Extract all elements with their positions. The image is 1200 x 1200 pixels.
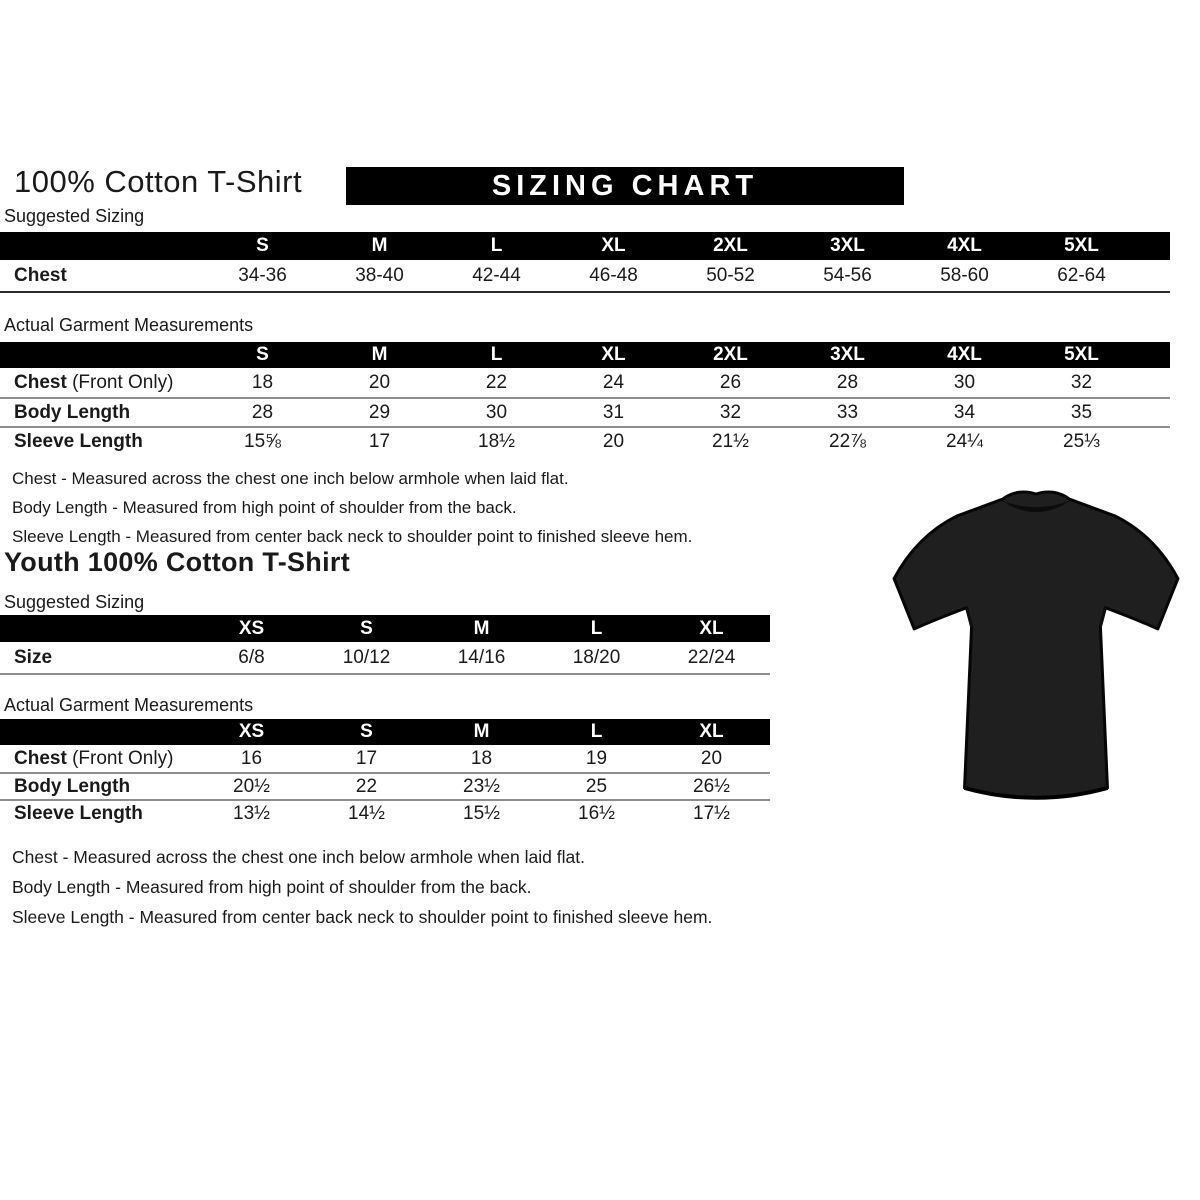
table-cell: 17½ [693, 802, 730, 824]
table-cell: 35 [1070, 401, 1093, 423]
table-header-row [0, 232, 1170, 260]
table-cell: 10/12 [342, 646, 391, 668]
table-header-cell: L [590, 617, 603, 639]
adult-suggested-sizing-label: Suggested Sizing [4, 206, 145, 226]
table-cell: 18 [251, 371, 274, 393]
table-cell: 32 [719, 401, 742, 423]
table-cell: 20 [602, 430, 625, 452]
table-header-cell: L [490, 344, 503, 365]
table-cell: 17 [355, 747, 378, 769]
table-cell: 18 [470, 747, 493, 769]
table-cell: 42-44 [472, 264, 521, 286]
table-cell: 28 [836, 371, 859, 393]
table-cell: 25 [585, 775, 608, 797]
table-header-cell: 3XL [830, 344, 865, 365]
table-cell: 20½ [233, 775, 270, 797]
table-cell: 62-64 [1057, 264, 1106, 286]
table-row-sleeve-length [0, 426, 1170, 455]
table-cell: 18/20 [572, 646, 621, 668]
table-header-cell: S [360, 721, 373, 742]
table-header-row [0, 719, 770, 745]
table-header-cell: XL [699, 617, 724, 639]
table-cell: 34 [953, 401, 976, 423]
table-header-cell: XS [238, 617, 265, 639]
table-header-cell: 2XL [713, 235, 748, 256]
table-cell: 22⅞ [829, 430, 866, 452]
table-cell: 21½ [712, 430, 749, 452]
table-row-body-length [0, 772, 770, 799]
page-title: 100% Cotton T-Shirt [14, 164, 303, 199]
youth-suggested-sizing-label: Suggested Sizing [4, 592, 145, 612]
table-cell: 29 [368, 401, 391, 423]
table-cell: 30 [485, 401, 508, 423]
table-cell: 22 [485, 371, 508, 393]
note-line: Chest - Measured across the chest one inch below armhole when laid flat. [12, 469, 569, 488]
table-cell: 26 [719, 371, 742, 393]
table-cell: 15½ [463, 802, 500, 824]
table-header-cell: M [371, 344, 388, 365]
table-row-sleeve-length [0, 799, 770, 826]
adult-actual-measurements-label: Actual Garment Measurements [4, 315, 254, 335]
table-header-cell: L [590, 721, 603, 742]
youth-suggested-sizing-table [0, 615, 770, 675]
table-header-row [0, 342, 1170, 368]
table-cell: 15⅝ [244, 430, 281, 452]
table-cell: 34-36 [238, 264, 287, 286]
table-cell: 31 [602, 401, 625, 423]
table-header-cell: XS [238, 721, 265, 742]
note-line: Sleeve Length - Measured from center back neck to shoulder point to finished sleeve hem. [12, 907, 713, 927]
tshirt-image [880, 474, 1192, 814]
note-line: Chest - Measured across the chest one inch below armhole when laid flat. [12, 847, 585, 867]
table-header-cell: 4XL [947, 235, 982, 256]
table-header-cell: 2XL [713, 344, 748, 365]
table-header-cell: XL [699, 721, 724, 742]
table-header-cell: M [473, 721, 490, 742]
table-cell: 20 [700, 747, 723, 769]
table-cell: 14/16 [457, 646, 506, 668]
youth-measurement-notes [12, 842, 712, 932]
note-line: Body Length - Measured from high point of shoulder from the back. [12, 498, 517, 517]
table-row-body-length [0, 397, 1170, 426]
youth-actual-measurements-label: Actual Garment Measurements [4, 695, 254, 715]
table-header-row [0, 615, 770, 642]
table-header-cell: XL [601, 344, 626, 365]
table-row-chest [0, 745, 770, 772]
table-cell: 16 [240, 747, 263, 769]
table-header-cell: XL [601, 235, 626, 256]
table-header-cell: L [490, 235, 503, 256]
sizing-chart-banner: SIZING CHART [346, 167, 904, 205]
row-label: Body Length [14, 775, 131, 797]
table-cell: 24¼ [946, 430, 983, 452]
adult-actual-measurements-table [0, 342, 1170, 455]
table-cell: 18½ [478, 430, 515, 452]
adult-measurement-notes [12, 464, 692, 551]
row-label: Body Length [14, 401, 131, 423]
row-label: Sleeve Length [14, 430, 143, 452]
youth-section-title: Youth 100% Cotton T-Shirt [4, 547, 350, 577]
table-header-cell: S [256, 235, 269, 256]
table-cell: 14½ [348, 802, 385, 824]
youth-actual-measurements-table [0, 719, 770, 826]
table-cell: 30 [953, 371, 976, 393]
note-line: Body Length - Measured from high point of shoulder from the back. [12, 877, 532, 897]
table-row-chest [0, 368, 1170, 397]
table-cell: 25⅓ [1063, 430, 1100, 452]
row-label: Chest (Front Only) [14, 371, 174, 393]
table-cell: 16½ [578, 802, 615, 824]
table-cell: 13½ [233, 802, 270, 824]
table-cell: 38-40 [355, 264, 404, 286]
table-row-size [0, 642, 770, 675]
table-cell: 50-52 [706, 264, 755, 286]
table-header-cell: M [371, 235, 388, 256]
table-cell: 24 [602, 371, 625, 393]
table-header-cell: 4XL [947, 344, 982, 365]
table-cell: 22 [355, 775, 378, 797]
table-header-cell: 3XL [830, 235, 865, 256]
table-header-cell: S [256, 344, 269, 365]
note-line: Sleeve Length - Measured from center back neck to shoulder point to finished sleeve hem. [12, 527, 693, 546]
table-cell: 33 [836, 401, 859, 423]
table-header-cell: 5XL [1064, 235, 1099, 256]
adult-suggested-sizing-table [0, 232, 1170, 293]
row-label: Sleeve Length [14, 802, 143, 824]
table-cell: 54-56 [823, 264, 872, 286]
table-cell: 22/24 [687, 646, 736, 668]
table-cell: 46-48 [589, 264, 638, 286]
table-header-cell: S [360, 617, 373, 639]
table-cell: 6/8 [238, 646, 265, 668]
table-cell: 23½ [463, 775, 500, 797]
row-label: Chest [14, 264, 67, 286]
table-cell: 19 [585, 747, 608, 769]
table-cell: 26½ [693, 775, 730, 797]
row-label: Size [14, 646, 53, 668]
table-cell: 28 [251, 401, 274, 423]
table-header-cell: 5XL [1064, 344, 1099, 365]
table-header-cell: M [473, 617, 490, 639]
table-cell: 32 [1070, 371, 1093, 393]
row-label: Chest (Front Only) [14, 747, 174, 769]
table-cell: 17 [368, 430, 391, 452]
table-row-chest [0, 260, 1170, 293]
table-cell: 20 [368, 371, 391, 393]
table-cell: 58-60 [940, 264, 989, 286]
